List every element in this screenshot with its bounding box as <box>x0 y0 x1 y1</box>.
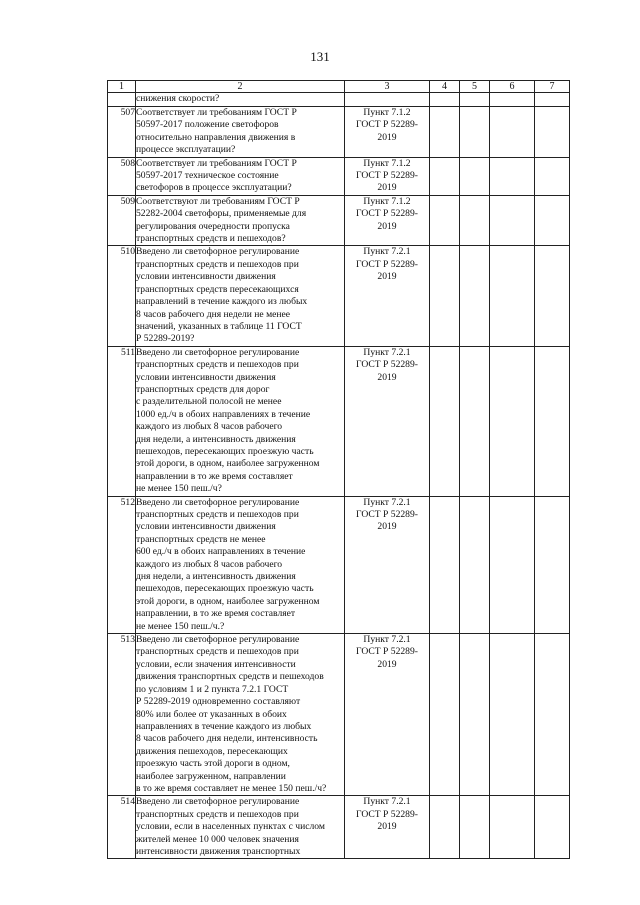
empty-cell <box>430 634 460 796</box>
requirement-line: интенсивности движения транспортных <box>136 845 301 857</box>
requirement-line: каждого из любых 8 часов рабочего <box>136 421 283 433</box>
empty-cell <box>490 796 535 859</box>
requirement-line: пешеходов, пересекающих проезжую часть <box>136 583 314 595</box>
column-header: 1 <box>108 81 136 93</box>
reference-line: Пункт 7.2.1 <box>363 496 411 508</box>
requirement-line: этой дороги, в одном, наиболее загруженном <box>136 458 320 470</box>
reference-cell <box>345 346 430 496</box>
reference-line: 2019 <box>377 220 397 232</box>
empty-cell <box>460 496 490 633</box>
requirement-line: направлении в то же время составляет <box>136 470 293 482</box>
empty-cell <box>490 195 535 246</box>
reference-cell <box>345 107 430 158</box>
reference-line: 2019 <box>377 271 397 283</box>
requirement-line: в то же время составляет не менее 150 пеш./ч? <box>136 782 327 794</box>
table-row <box>108 246 570 346</box>
empty-cell <box>430 107 460 158</box>
reference-line: 2019 <box>377 371 397 383</box>
empty-cell <box>535 346 570 496</box>
requirement-cell <box>136 157 345 195</box>
reference-line: ГОСТ Р 52289- <box>356 208 418 220</box>
empty-cell <box>430 195 460 246</box>
requirement-line: направлении, в то же время составляет <box>136 608 296 620</box>
requirement-line: условии интенсивности движения <box>136 521 276 533</box>
checklist-table <box>107 80 570 859</box>
empty-cell <box>430 346 460 496</box>
empty-cell <box>490 496 535 633</box>
requirement-line: с разделительной полосой не менее <box>136 396 282 408</box>
empty-cell <box>535 195 570 246</box>
requirement-line: регулирования очередности пропуска <box>136 220 290 232</box>
empty-cell <box>490 93 535 107</box>
column-header: 3 <box>345 81 430 93</box>
requirement-cell <box>136 634 345 796</box>
requirement-line: транспортных средств для дорог <box>136 383 270 395</box>
row-number-cell: 511 <box>108 346 136 496</box>
row-number-cell <box>108 93 136 107</box>
requirement-line: 50597-2017 техническое состояние <box>136 170 279 182</box>
requirement-line: транспортных средств пересекающихся <box>136 283 299 295</box>
requirement-line: условии, если значения интенсивности <box>136 658 296 670</box>
reference-line: Пункт 7.1.2 <box>363 195 411 207</box>
empty-cell <box>460 157 490 195</box>
row-number-cell: 507 <box>108 107 136 158</box>
column-header: 7 <box>535 81 570 93</box>
reference-line: Пункт 7.2.1 <box>363 346 411 358</box>
column-header: 4 <box>430 81 460 93</box>
reference-cell <box>345 634 430 796</box>
requirement-line: дня недели, а интенсивность движения <box>136 571 296 583</box>
requirement-line: направлениях в течение каждого из любых <box>136 720 312 732</box>
reference-line: ГОСТ Р 52289- <box>356 119 418 131</box>
reference-cell <box>345 796 430 859</box>
empty-cell <box>430 246 460 346</box>
requirement-cell <box>136 246 345 346</box>
reference-cell <box>345 93 430 107</box>
requirement-line: Введено ли светофорное регулирование <box>136 346 300 358</box>
requirement-line: Р 52289-2019? <box>136 333 195 345</box>
requirement-line: транспортных средств и пешеходов при <box>136 509 299 520</box>
reference-line: ГОСТ Р 52289- <box>356 509 418 520</box>
column-header: 5 <box>460 81 490 93</box>
requirement-cell <box>136 496 345 633</box>
reference-line: Пункт 7.2.1 <box>363 634 411 646</box>
requirement-line: транспортных средств и пешеходов при <box>136 258 299 270</box>
requirement-line: относительно направления движения в <box>136 131 296 143</box>
row-number-cell: 514 <box>108 796 136 859</box>
requirement-line: условии интенсивности движения <box>136 371 276 383</box>
requirement-line: Соответствуют ли требованиям ГОСТ Р <box>136 195 300 207</box>
empty-cell <box>490 157 535 195</box>
empty-cell <box>535 634 570 796</box>
requirement-line: пешеходов, пересекающих проезжую часть <box>136 445 314 457</box>
empty-cell <box>430 157 460 195</box>
requirement-cell <box>136 93 345 107</box>
reference-line: ГОСТ Р 52289- <box>356 359 418 371</box>
requirement-cell <box>136 107 345 158</box>
requirement-line: по условиям 1 и 2 пункта 7.2.1 ГОСТ <box>136 683 289 695</box>
reference-line: 2019 <box>377 658 397 670</box>
table-row <box>108 346 570 496</box>
requirement-line: 600 ед./ч в обоих направлениях в течение <box>136 546 306 558</box>
requirement-line: движения транспортных средств и пешеходов <box>136 671 324 683</box>
requirement-line: Введено ли светофорное регулирование <box>136 796 300 808</box>
reference-line: Пункт 7.1.2 <box>363 157 411 169</box>
reference-line: ГОСТ Р 52289- <box>356 646 418 658</box>
empty-cell <box>430 93 460 107</box>
column-header: 2 <box>136 81 345 93</box>
empty-cell <box>460 107 490 158</box>
requirement-line: 8 часов рабочего дня недели не менее <box>136 308 291 320</box>
requirement-line: Введено ли светофорное регулирование <box>136 246 300 258</box>
requirement-line: транспортных средств и пешеходов при <box>136 808 299 820</box>
reference-line: Пункт 7.1.2 <box>363 107 411 118</box>
requirement-line: не менее 150 пеш./ч.? <box>136 620 225 632</box>
requirement-line: транспортных средств и пешеходов при <box>136 359 299 371</box>
requirement-cell <box>136 195 345 246</box>
reference-line: 2019 <box>377 821 397 833</box>
requirement-line: условии интенсивности движения <box>136 271 276 283</box>
table-row <box>108 195 570 246</box>
requirement-line: 1000 ед./ч в обоих направлениях в течение <box>136 408 311 420</box>
requirement-line: 80% или более от указанных в обоих <box>136 708 287 720</box>
requirement-line: Р 52289-2019 одновременно составляют <box>136 696 301 708</box>
empty-cell <box>535 246 570 346</box>
reference-line: Пункт 7.2.1 <box>363 246 411 258</box>
empty-cell <box>430 496 460 633</box>
requirement-line: светофоров в процессе эксплуатации? <box>136 182 292 194</box>
header-row <box>108 81 570 93</box>
reference-cell <box>345 195 430 246</box>
requirement-cell <box>136 796 345 859</box>
reference-cell <box>345 496 430 633</box>
requirement-line: процессе эксплуатации? <box>136 144 236 156</box>
table-row <box>108 496 570 633</box>
requirement-line: проезжую часть этой дороги в одном, <box>136 758 290 770</box>
reference-line: Пункт 7.2.1 <box>363 796 411 808</box>
table-row <box>108 634 570 796</box>
requirement-line: Введено ли светофорное регулирование <box>136 634 300 646</box>
reference-line: ГОСТ Р 52289- <box>356 258 418 270</box>
empty-cell <box>430 796 460 859</box>
empty-cell <box>535 157 570 195</box>
reference-line: 2019 <box>377 182 397 194</box>
empty-cell <box>460 346 490 496</box>
requirement-line: транспортных средств и пешеходов? <box>136 233 286 245</box>
empty-cell <box>490 634 535 796</box>
page-number: 131 <box>310 49 330 64</box>
table-row <box>108 107 570 158</box>
empty-cell <box>535 107 570 158</box>
requirement-line: движения пешеходов, пересекающих <box>136 745 288 757</box>
requirement-line: снижения скорости? <box>136 93 220 104</box>
requirement-line: не менее 150 пеш./ч? <box>136 483 222 495</box>
reference-cell <box>345 157 430 195</box>
reference-line: 2019 <box>377 521 397 533</box>
empty-cell <box>460 195 490 246</box>
empty-cell <box>460 634 490 796</box>
table-row <box>108 796 570 859</box>
row-number-cell: 509 <box>108 195 136 246</box>
row-number-cell: 513 <box>108 634 136 796</box>
requirement-line: Введено ли светофорное регулирование <box>136 496 300 508</box>
reference-line: ГОСТ Р 52289- <box>356 170 418 182</box>
row-number-cell: 510 <box>108 246 136 346</box>
requirement-line: дня недели, а интенсивность движения <box>136 433 296 445</box>
requirement-line: 8 часов рабочего дня недели, интенсивность <box>136 733 318 745</box>
empty-cell <box>490 107 535 158</box>
requirement-line: наиболее загруженном, направлении <box>136 770 286 782</box>
requirement-line: Соответствует ли требованиям ГОСТ Р <box>136 107 297 118</box>
requirement-line: 52282-2004 светофоры, применяемые для <box>136 208 307 220</box>
empty-cell <box>535 496 570 633</box>
reference-line: ГОСТ Р 52289- <box>356 808 418 820</box>
requirement-line: 50597-2017 положение светофоров <box>136 119 279 131</box>
empty-cell <box>460 246 490 346</box>
empty-cell <box>460 93 490 107</box>
requirement-line: транспортных средств и пешеходов при <box>136 646 299 658</box>
reference-line: 2019 <box>377 131 397 143</box>
requirement-line: жителей менее 10 000 человек значения <box>136 833 299 845</box>
requirement-cell <box>136 346 345 496</box>
requirement-line: этой дороги, в одном, наиболее загруженном <box>136 595 320 607</box>
requirement-line: транспортных средств не менее <box>136 533 266 545</box>
requirement-line: значений, указанных в таблице 11 ГОСТ <box>136 320 302 332</box>
row-number-cell: 508 <box>108 157 136 195</box>
empty-cell <box>460 796 490 859</box>
empty-cell <box>490 346 535 496</box>
table-row <box>108 157 570 195</box>
requirement-line: направлений в течение каждого из любых <box>136 296 308 308</box>
requirement-line: Соответствует ли требованиям ГОСТ Р <box>136 157 297 169</box>
column-header: 6 <box>490 81 535 93</box>
empty-cell <box>490 246 535 346</box>
empty-cell <box>535 796 570 859</box>
reference-cell <box>345 246 430 346</box>
table-row-continued <box>108 93 570 107</box>
row-number-cell: 512 <box>108 496 136 633</box>
requirement-line: условии, если в населенных пунктах с числом <box>136 821 325 833</box>
empty-cell <box>535 93 570 107</box>
requirement-line: каждого из любых 8 часов рабочего <box>136 558 283 570</box>
